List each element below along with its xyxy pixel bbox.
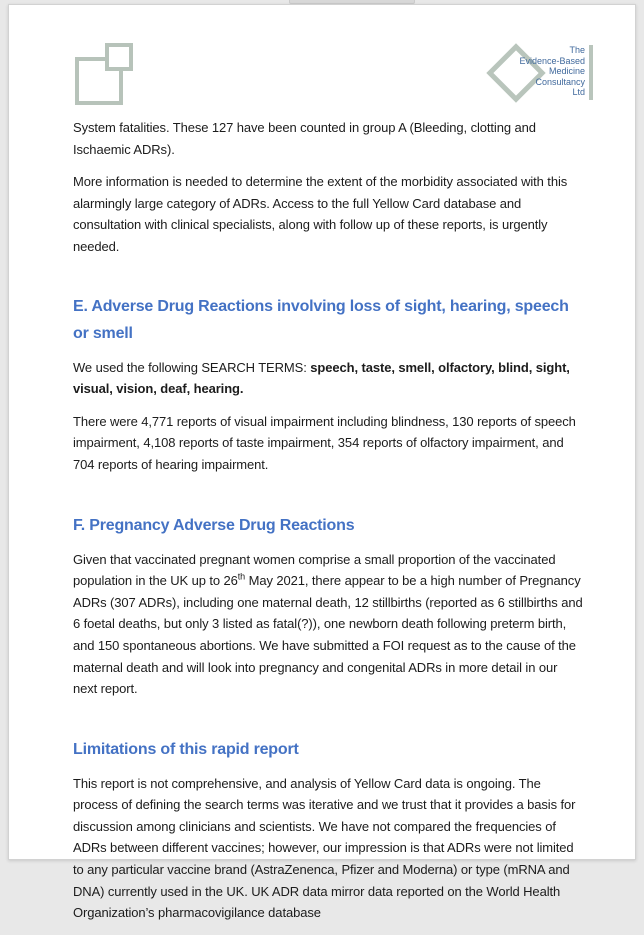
logo-text-line: Consultancy bbox=[535, 76, 585, 87]
logo-text-line: Ltd bbox=[572, 87, 585, 97]
section-f-text-end: May 2021, there appear to be a high number of Pregnancy ADRs (307 ADRs), including one maternal death, 12 stillbirths (reported as 6 stillbirths and 6 foetal deaths, but only 3 listed as fatal(?)), one newborn death following preterm birth, and 150 spontaneous abortions. We have submitted a FOI request as to the cause of the maternal death and will look into pregnancy and congenital ADRs in more detail in our next report. bbox=[73, 573, 583, 697]
logo-text-line: Evidence-Based bbox=[519, 55, 585, 66]
page-header bbox=[73, 41, 593, 107]
section-f-text-start: Given that vaccinated pregnant women comprise a small proportion of the vaccinated population in the UK up to 26 bbox=[73, 551, 556, 589]
search-terms-prefix: We used the following SEARCH TERMS: bbox=[73, 359, 311, 375]
paragraph-section-f bbox=[73, 549, 585, 700]
paragraph-search-terms bbox=[73, 357, 585, 400]
overlapping-squares-logo-icon bbox=[75, 43, 139, 105]
document-content bbox=[73, 117, 585, 935]
search-terms-list: speech, taste, smell, olfactory, blind, sight, visual, vision, deaf, hearing. bbox=[73, 359, 570, 397]
document-page bbox=[8, 4, 636, 921]
logo-text-line: Medicine bbox=[548, 66, 585, 76]
company-logo bbox=[493, 43, 593, 103]
company-logo-text bbox=[495, 45, 585, 98]
logo-text-line: The bbox=[569, 45, 585, 55]
paragraph-limitations: This report is not comprehensive, and analysis of Yellow Card data is ongoing. The process of defining the search terms was iterative and we trust that it provides a basis for discussion among clinicians and scientists. We have not compared the frequencies of ADRs between different vaccines; however, our impression is that ADRs were not limited to any particular vaccine brand (AstraZenenca, Pfizer and Moderna) or type (mRNA and DNA) currently used in the UK. UK ADR data mirror data reported on the World Health Organization’s pharmacovigilance database bbox=[73, 775, 576, 921]
heading-limitations: Limitations of this rapid report bbox=[73, 740, 299, 758]
paragraph-intro-2: More information is needed to determine the extent of the morbidity associated with this alarmingly large category of ADRs. Access to the full Yellow Card database and consultation with clinical specialists, along with follow up of these reports, is urgently needed. bbox=[73, 174, 568, 254]
heading-section-f: F. Pregnancy Adverse Drug Reactions bbox=[73, 516, 355, 534]
heading-section-e: E. Adverse Drug Reactions involving loss of sight, hearing, speech or smell bbox=[73, 297, 569, 342]
paragraph-section-e-stats: There were 4,771 reports of visual impairment including blindness, 130 reports of speech impairment, 4,108 reports of taste impairment, 354 reports of olfactory impairment, and 704 reports of hearing impairment. bbox=[73, 413, 576, 472]
logo-vertical-bar bbox=[589, 45, 593, 100]
logo-small-square bbox=[105, 43, 133, 71]
paragraph-intro-1: System fatalities. These 127 have been counted in group A (Bleeding, clotting and Ischaemic ADRs). bbox=[73, 120, 536, 157]
ordinal-superscript: th bbox=[237, 571, 246, 582]
